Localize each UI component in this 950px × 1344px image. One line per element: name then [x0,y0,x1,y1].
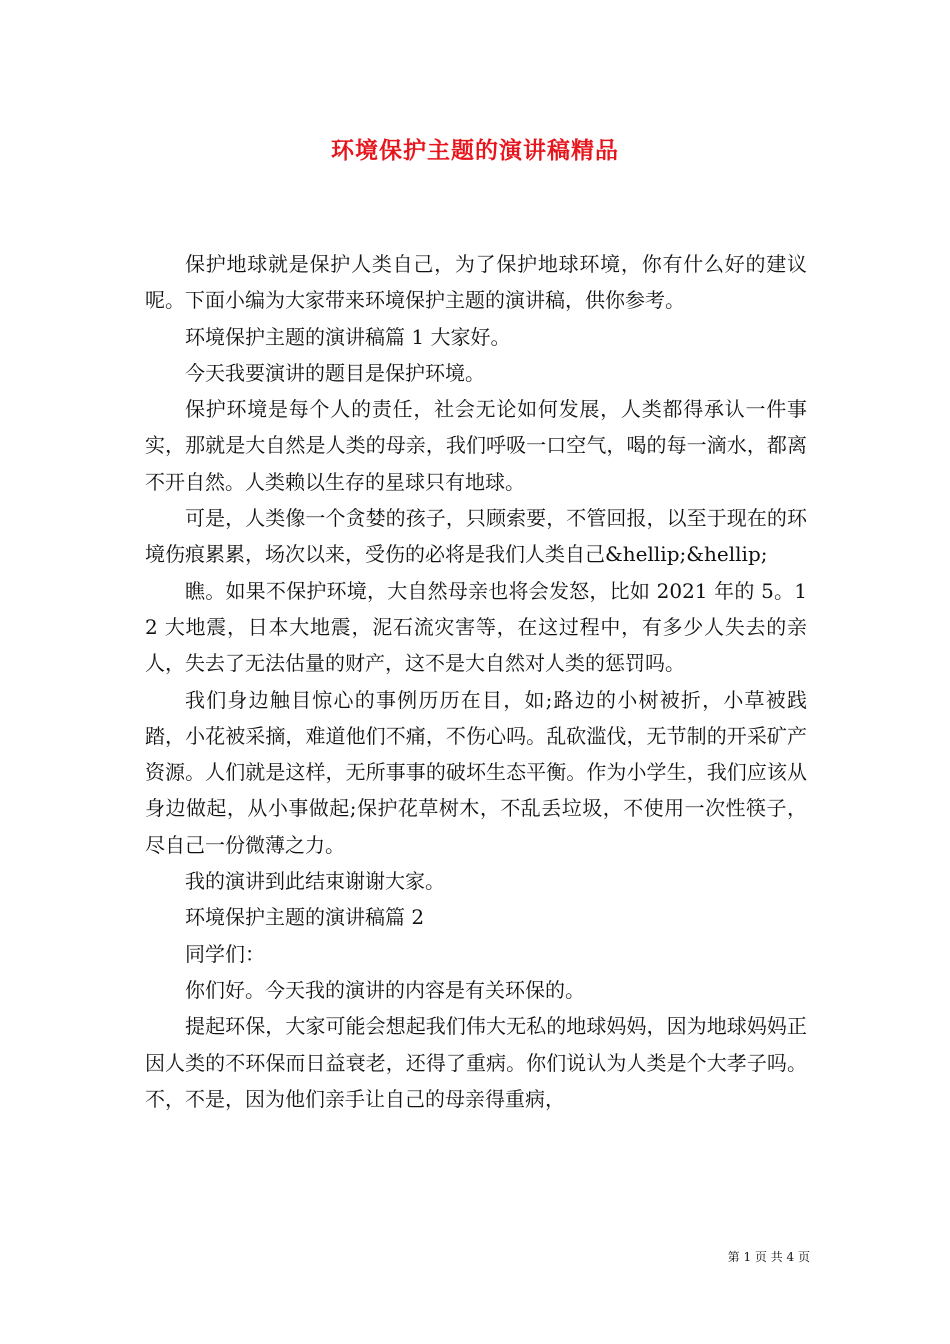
paragraph: 同学们： [185,941,265,966]
page-number: 第 1 页 共 4 页 [727,1250,810,1264]
document-body [145,246,807,1117]
paragraph: 环境保护主题的演讲稿篇 2 [185,905,425,930]
document-title: 环境保护主题的演讲稿精品 [331,138,619,164]
paragraph: 保护地球就是保护人类自己，为了保护地球环境，你有什么好的建议呢。下面小编为大家带来环境保护主题的演讲稿，供你参考。 [145,252,807,313]
paragraph: 环境保护主题的演讲稿篇 1 大家好。 [185,324,511,349]
paragraph: 我的演讲到此结束谢谢大家。 [185,869,445,894]
paragraph: 可是，人类像一个贪婪的孩子，只顾索要，不管回报，以至于现在的环境伤痕累累，场次以来，受伤的必将是我们人类自己&hellip;&hellip; [145,506,807,567]
paragraph: 瞧。如果不保护环境，大自然母亲也将会发怒，比如 2021 年的 5。12 大地震，日本大地震，泥石流灾害等，在这过程中，有多少人失去的亲人，失去了无法估量的财产，这不是大自然对人类的惩罚吗。 [145,578,807,676]
paragraph: 我们身边触目惊心的事例历历在目，如;路边的小树被折，小草被践踏，小花被采摘，难道他们不痛，不伤心吗。乱砍滥伐，无节制的开采矿产资源。人们就是这样，无所事事的破坏生态平衡。作为小学生，我们应该从身边做起，从小事做起;保护花草树木，不乱丢垃圾，不使用一次性筷子，尽自己一份微薄之力。 [145,687,807,857]
paragraph: 提起环保，大家可能会想起我们伟大无私的地球妈妈，因为地球妈妈正因人类的不环保而日益衰老，还得了重病。你们说认为人类是个大孝子吗。不，不是，因为他们亲手让自己的母亲得重病， [145,1014,807,1111]
paragraph: 保护环境是每个人的责任，社会无论如何发展，人类都得承认一件事实，那就是大自然是人类的母亲，我们呼吸一口空气，喝的每一滴水，都离不开自然。人类赖以生存的星球只有地球。 [145,397,807,494]
paragraph: 你们好。今天我的演讲的内容是有关环保的。 [185,977,585,1002]
paragraph: 今天我要演讲的题目是保护环境。 [185,360,485,385]
